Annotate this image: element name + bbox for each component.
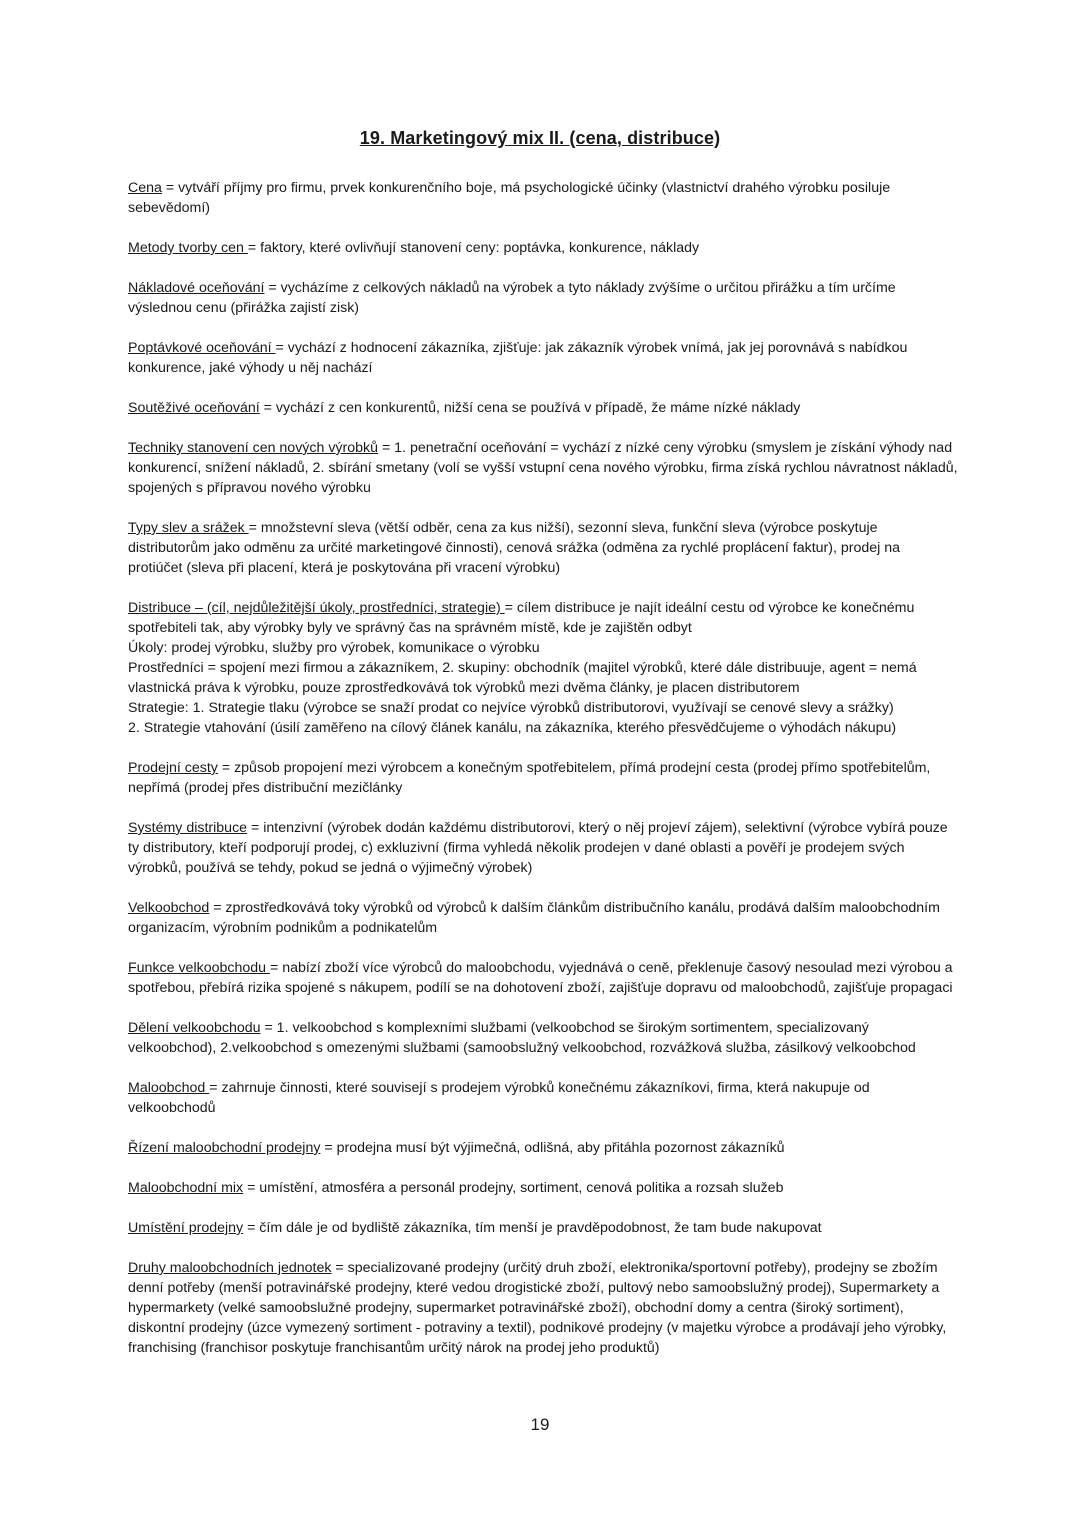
distribuce-strategie-vtahovani-line: 2. Strategie vtahování (úsilí zaměřeno na cílový článek kanálu, na zákazníka, kterého přesvědčujeme o výhodách nákupu) (128, 720, 897, 736)
term-label: Řízení maloobchodní prodejny (128, 1140, 321, 1156)
definition-text: = specializované prodejny (určitý druh zboží, elektronika/sportovní potřeby), prodejny se zbožím denní potřeby (menší potravinářské prodejny, které vedou drogistické zboží, pultový nebo samoobslužný prodej), Supermarkety a hypermarkety (velké samoobslužné prodejny, supermarket potravinářské zboží), obchodní domy a centra (široký sortiment), diskontní prodejny (úzce vymezený sortiment - potraviny a textil), podnikové prodejny (v majetku výrobce a prodávají jeho výrobky, franchising (franchisor poskytuje franchisantům určitý nárok na prodej jeho produktů) (128, 1260, 947, 1356)
term-label: Velkoobchod (128, 900, 210, 916)
definition-text: = množstevní sleva (větší odběr, cena za kus nižší), sezonní sleva, funkční sleva (výrobce poskytuje distributorům jako odměnu za určité marketingové činnosti), cenová srážka (odměna za rychlé proplácení faktur), prodej na protiúčet (sleva při placení, která je poskytována při vracení výrobku) (128, 520, 901, 576)
term-label: Umístění prodejny (128, 1220, 244, 1236)
document-body (128, 178, 958, 1378)
definition-text: = 1. penetrační oceňování = vychází z nízké ceny výrobku (smyslem je získání výhody nad konkurencí, snížení nákladů, 2. sbírání smetany (volí se vyšší vstupní cena nového výrobku, firma získá rychlou návratnost nákladů, spojených s přípravou nového výrobku (128, 440, 958, 496)
document-title: 19. Marketingový mix II. (cena, distribuce) (359, 128, 721, 148)
term-label: Funkce velkoobchodu (128, 960, 270, 976)
term-label: Soutěživé oceňování (128, 400, 260, 416)
section-funkce-velkoobchodu (128, 958, 958, 998)
section-poptavkove-ocenovani (128, 338, 958, 378)
term-label: Techniky stanovení cen nových výrobků (128, 440, 378, 456)
section-druhy-maloobchodnich-jednotek (128, 1258, 958, 1358)
term-label: Systémy distribuce (128, 820, 248, 836)
definition-text: = intenzivní (výrobek dodán každému distributorovi, který o něj projeví zájem), selektivní (výrobce vybírá pouze ty distributory, kteří podporují prodej, c) exkluzivní (firma vyhledá několik prodejen v dané oblasti a pověří je prodejem svých výrobků, používá se tehdy, pokud se jedná o výjimečný výrobek) (128, 820, 948, 876)
section-deleni-velkoobchodu (128, 1018, 958, 1058)
definition-text: = zprostředkovává toky výrobků od výrobců k dalším článkům distribučního kanálu, prodává dalším maloobchodním organizacím, výrobním podnikům a podnikatelům (128, 900, 940, 936)
definition-text: = 1. velkoobchod s komplexními službami (velkoobchod se širokým sortimentem, specializovaný velkoobchod), 2.velkoobchod s omezenými službami (samoobslužný velkoobchod, rozvážková služba, zásilkový velkoobchod (128, 1020, 916, 1056)
definition-text: = čím dále je od bydliště zákazníka, tím menší je pravděpodobnost, že tam bude nakupovat (243, 1220, 822, 1236)
definition-text: = zahrnuje činnosti, které souvisejí s prodejem výrobků konečnému zákazníkovi, firma, která nakupuje od velkoobchodů (128, 1080, 870, 1116)
section-velkoobchod (128, 898, 958, 938)
section-rizeni-maloobchodni-prodejny (128, 1138, 958, 1158)
section-typy-slev (128, 518, 958, 578)
section-soutezive-ocenovani (128, 398, 958, 418)
section-umisteni-prodejny (128, 1218, 958, 1238)
term-label: Dělení velkoobchodu (128, 1020, 261, 1036)
definition-text: = nabízí zboží více výrobců do maloobchodu, vyjednává o ceně, překlenuje časový nesoulad mezi výrobou a spotřebou, přebírá rizika spojené s nákupem, podílí se na dohotovení zboží, zajišťuje dopravu od maloobchodů, zajišťuje propagaci (128, 960, 953, 996)
term-label: Maloobchod (128, 1080, 210, 1096)
section-metody-tvorby-cen (128, 238, 958, 258)
term-label: Cena (128, 180, 162, 196)
term-label: Distribuce – (cíl, nejdůležitější úkoly, prostředníci, strategie) (128, 600, 505, 616)
definition-text: = způsob propojení mezi výrobcem a konečným spotřebitelem, přímá prodejní cesta (prodej přímo spotřebitelům, nepřímá (prodej přes distribuční mezičlánky (128, 760, 931, 796)
section-distribuce (128, 598, 958, 738)
definition-text: = cílem distribuce je najít ideální cestu od výrobce ke konečnému spotřebiteli tak, aby výrobky byly ve správný čas na správném místě, kde je zajištěn odbyt (128, 600, 915, 636)
definition-text: = vychází z hodnocení zákazníka, zjišťuje: jak zákazník výrobek vnímá, jak jej porovnává s nabídkou konkurence, jaké výhody u něj nachází (128, 340, 908, 376)
page-number: 19 (530, 1415, 550, 1434)
definition-text: = vytváří příjmy pro firmu, prvek konkurenčního boje, má psychologické účinky (vlastnictví drahého výrobku posiluje sebevědomí) (128, 180, 891, 216)
section-cena (128, 178, 958, 218)
term-label: Metody tvorby cen (128, 240, 248, 256)
distribuce-ukoly-line: Úkoly: prodej výrobku, služby pro výrobek, komunikace o výrobku (128, 640, 540, 656)
section-techniky-stanoveni-cen (128, 438, 958, 498)
term-label: Nákladové oceňování (128, 280, 265, 296)
definition-text: = vycházíme z celkových nákladů na výrobek a tyto náklady zvýšíme o určitou přirážku a tím určíme výslednou cenu (přirážka zajistí zisk) (128, 280, 896, 316)
term-label: Typy slev a srážek (128, 520, 249, 536)
term-label: Maloobchodní mix (128, 1180, 244, 1196)
distribuce-prostrednici-line: Prostředníci = spojení mezi firmou a zákazníkem, 2. skupiny: obchodník (majitel výrobků, které dále distribuuje, agent = nemá vlastnická práva k výrobku, pouze zprostředkovává tok výrobků mezi dvěma články, je placen distributorem (128, 660, 917, 696)
section-nakladove-ocenovani (128, 278, 958, 318)
term-label: Druhy maloobchodních jednotek (128, 1260, 332, 1276)
term-label: Poptávkové oceňování (128, 340, 276, 356)
section-systemy-distribuce (128, 818, 958, 878)
section-maloobchodni-mix (128, 1178, 958, 1198)
definition-text: = prodejna musí být výjimečná, odlišná, aby přitáhla pozornost zákazníků (320, 1140, 785, 1156)
distribuce-strategie-tlaku-line: Strategie: 1. Strategie tlaku (výrobce se snaží prodat co nejvíce výrobků distributorovi, využívají se cenové slevy a srážky) (128, 700, 894, 716)
term-label: Prodejní cesty (128, 760, 218, 776)
definition-text: = vychází z cen konkurentů, nižší cena se používá v případě, že máme nízké náklady (259, 400, 801, 416)
definition-text: = faktory, které ovlivňují stanovení ceny: poptávka, konkurence, náklady (247, 240, 700, 256)
section-prodejni-cesty (128, 758, 958, 798)
section-maloobchod (128, 1078, 958, 1118)
definition-text: = umístění, atmosféra a personál prodejny, sortiment, cenová politika a rozsah služeb (243, 1180, 784, 1196)
